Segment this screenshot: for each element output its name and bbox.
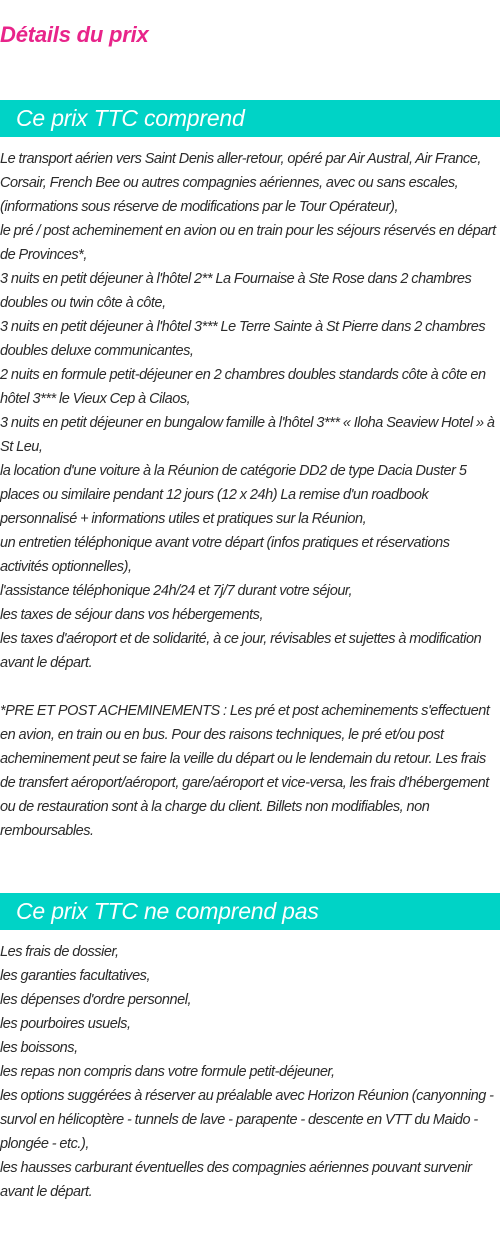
list-item: les boissons, xyxy=(0,1040,78,1056)
list-item: les options suggérées à réserver au préalable avec Horizon Réunion (canyonning - survol en hélicoptère - tunnels de lave - parapente - descente en VTT du Maido - plongée - etc.), xyxy=(0,1088,494,1152)
list-item: les taxes d'aéroport et de solidarité, à ce jour, révisables et sujettes à modification avant le départ. xyxy=(0,631,482,671)
list-item: les dépenses d'ordre personnel, xyxy=(0,992,192,1008)
included-heading: Ce prix TTC comprend xyxy=(0,100,500,137)
pre-post-note xyxy=(0,699,500,843)
list-item: les repas non compris dans votre formule petit-déjeuner, xyxy=(0,1064,335,1080)
included-list xyxy=(0,147,500,675)
list-item: les pourboires usuels, xyxy=(0,1016,131,1032)
list-item: 3 nuits en petit déjeuner en bungalow famille à l'hôtel 3*** « Iloha Seaview Hotel » à St Leu, xyxy=(0,415,495,455)
list-item: l'assistance téléphonique 24h/24 et 7j/7 durant votre séjour, xyxy=(0,583,353,599)
list-item: un entretien téléphonique avant votre départ (infos pratiques et réservations activités optionnelles), xyxy=(0,535,450,575)
excluded-list xyxy=(0,940,500,1204)
list-item: les garanties facultatives, xyxy=(0,968,151,984)
list-item: la location d'une voiture à la Réunion de catégorie DD2 de type Dacia Duster 5 places ou similaire pendant 12 jours (12 x 24h) La remise d'un roadbook personnalisé + informations utiles et pratiques sur la Réunion, xyxy=(0,463,467,527)
list-item: 3 nuits en petit déjeuner à l'hôtel 2** La Fournaise à Ste Rose dans 2 chambres doubles ou twin côte à côte, xyxy=(0,271,472,311)
list-item: les hausses carburant éventuelles des compagnies aériennes pouvant survenir avant le départ. xyxy=(0,1160,472,1200)
page-title: Détails du prix xyxy=(0,22,149,47)
note-text: *PRE ET POST ACHEMINEMENTS : Les pré et post acheminements s'effectuent en avion, en train ou en bus. Pour des raisons techniques, le pré et/ou post acheminement peut se faire la veille du départ ou le lendemain du retour. Les frais de transfert aéroport/aéroport, gare/aéroport et vice-versa, les frais d'hébergement ou de restauration sont à la charge du client. Billets non modifiables, non remboursables. xyxy=(0,703,490,839)
list-item: 2 nuits en formule petit-déjeuner en 2 chambres doubles standards côte à côte en hôtel 3*** le Vieux Cep à Cilaos, xyxy=(0,367,486,407)
list-item: Le transport aérien vers Saint Denis aller-retour, opéré par Air Austral, Air France, Corsair, French Bee ou autres compagnies aériennes, avec ou sans escales, (informations sous réserve de modifications par le Tour Opérateur), xyxy=(0,151,481,215)
excluded-heading: Ce prix TTC ne comprend pas xyxy=(0,893,500,930)
list-item: 3 nuits en petit déjeuner à l'hôtel 3*** Le Terre Sainte à St Pierre dans 2 chambres doubles deluxe communicantes, xyxy=(0,319,486,359)
list-item: les taxes de séjour dans vos hébergements, xyxy=(0,607,264,623)
list-item: le pré / post acheminement en avion ou en train pour les séjours réservés en départ de Provinces*, xyxy=(0,223,496,263)
list-item: Les frais de dossier, xyxy=(0,944,119,960)
